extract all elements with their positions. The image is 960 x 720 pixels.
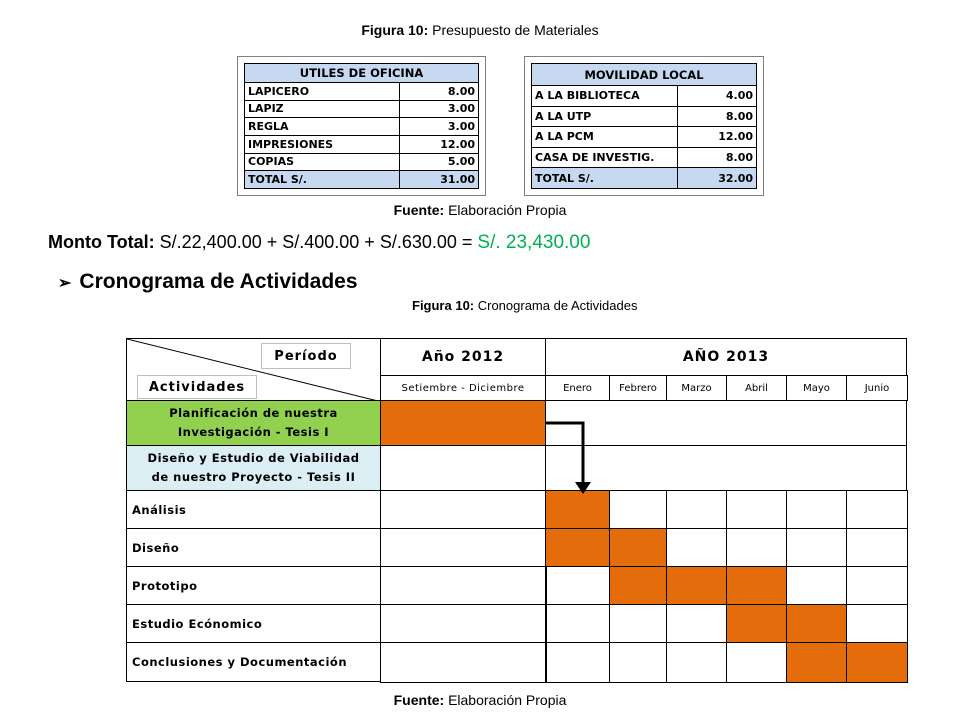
source-label: Fuente:: [393, 202, 445, 218]
table-cell: 8.00: [678, 106, 757, 127]
table-cell: COPIAS: [245, 153, 400, 171]
schedule-source: [0, 692, 960, 708]
caption-text: Presupuesto de Materiales: [428, 22, 599, 38]
table-cell: 3.00: [400, 118, 479, 136]
task-prototype: Prototipo: [126, 566, 381, 605]
task-line: de nuestro Proyecto - Tesis II: [151, 470, 356, 484]
activity-schedule-gantt: [126, 338, 907, 684]
task-design: Diseño: [126, 528, 381, 567]
table-cell: LAPIZ: [245, 100, 400, 118]
budget-source: [0, 202, 960, 218]
month-header: Febrero: [609, 375, 667, 401]
total-amount-result: S/. 23,430.00: [477, 232, 591, 253]
table-cell: A LA BIBLIOTECA: [532, 86, 678, 107]
total-amount-expression: S/.22,400.00 + S/.400.00 + S/.630.00 =: [154, 232, 478, 252]
table-cell: A LA UTP: [532, 106, 678, 127]
month-header: Mayo: [786, 375, 847, 401]
task-conclusions: Conclusiones y Documentación: [126, 642, 381, 682]
table-cell: CASA DE INVESTIG.: [532, 147, 678, 168]
schedule-figure-caption: [412, 298, 637, 313]
month-header: Junio: [846, 375, 908, 401]
office-supplies-table: [237, 56, 486, 196]
caption-label: Figura 10:: [412, 298, 475, 313]
dependency-arrow: [126, 338, 907, 684]
table-cell: 8.00: [678, 147, 757, 168]
task-analysis: Análisis: [126, 490, 381, 529]
local-transport-table: [524, 56, 764, 196]
year-2013-header: AÑO 2013: [545, 338, 907, 376]
month-header: Abril: [726, 375, 787, 401]
period-label: Período: [261, 343, 351, 369]
table-cell: 8.00: [400, 82, 479, 100]
table-cell: IMPRESIONES: [245, 135, 400, 153]
task-line: Planificación de nuestra: [169, 406, 338, 420]
task-line: Investigación - Tesis I: [177, 425, 330, 439]
table-cell: 12.00: [678, 127, 757, 148]
section-heading: [58, 270, 358, 294]
period-sep-dec: Setiembre - Diciembre: [380, 375, 546, 401]
total-amount-label: Monto Total:: [48, 232, 155, 252]
source-text: Elaboración Propia: [444, 692, 567, 708]
local-transport-title: MOVILIDAD LOCAL: [532, 64, 757, 86]
table-cell: 12.00: [400, 135, 479, 153]
arrow-bullet-icon: ➢: [58, 275, 72, 292]
table-cell: A LA PCM: [532, 127, 678, 148]
total-value: 31.00: [400, 171, 479, 189]
task-economic-study: Estudio Ecónomico: [126, 604, 381, 643]
table-cell: 3.00: [400, 100, 479, 118]
source-label: Fuente:: [393, 692, 445, 708]
table-cell: 5.00: [400, 153, 479, 171]
caption-label: Figura 10:: [361, 22, 429, 38]
table-cell: REGLA: [245, 118, 400, 136]
budget-figure-caption: [0, 22, 960, 38]
table-cell: 4.00: [678, 86, 757, 107]
total-label: TOTAL S/.: [245, 171, 400, 189]
caption-text: Cronograma de Actividades: [474, 298, 638, 313]
total-label: TOTAL S/.: [532, 168, 678, 189]
section-title: Cronograma de Actividades: [79, 270, 358, 293]
total-amount-line: [48, 232, 590, 254]
activities-label: Actividades: [137, 375, 257, 399]
total-value: 32.00: [678, 168, 757, 189]
month-header: Marzo: [666, 375, 727, 401]
task-line: Diseño y Estudio de Viabilidad: [147, 451, 360, 465]
table-cell: LAPICERO: [245, 82, 400, 100]
month-header: Enero: [545, 375, 610, 401]
year-2012-header: Año 2012: [380, 338, 546, 376]
source-text: Elaboración Propia: [444, 202, 567, 218]
office-supplies-title: UTILES DE OFICINA: [245, 64, 479, 83]
